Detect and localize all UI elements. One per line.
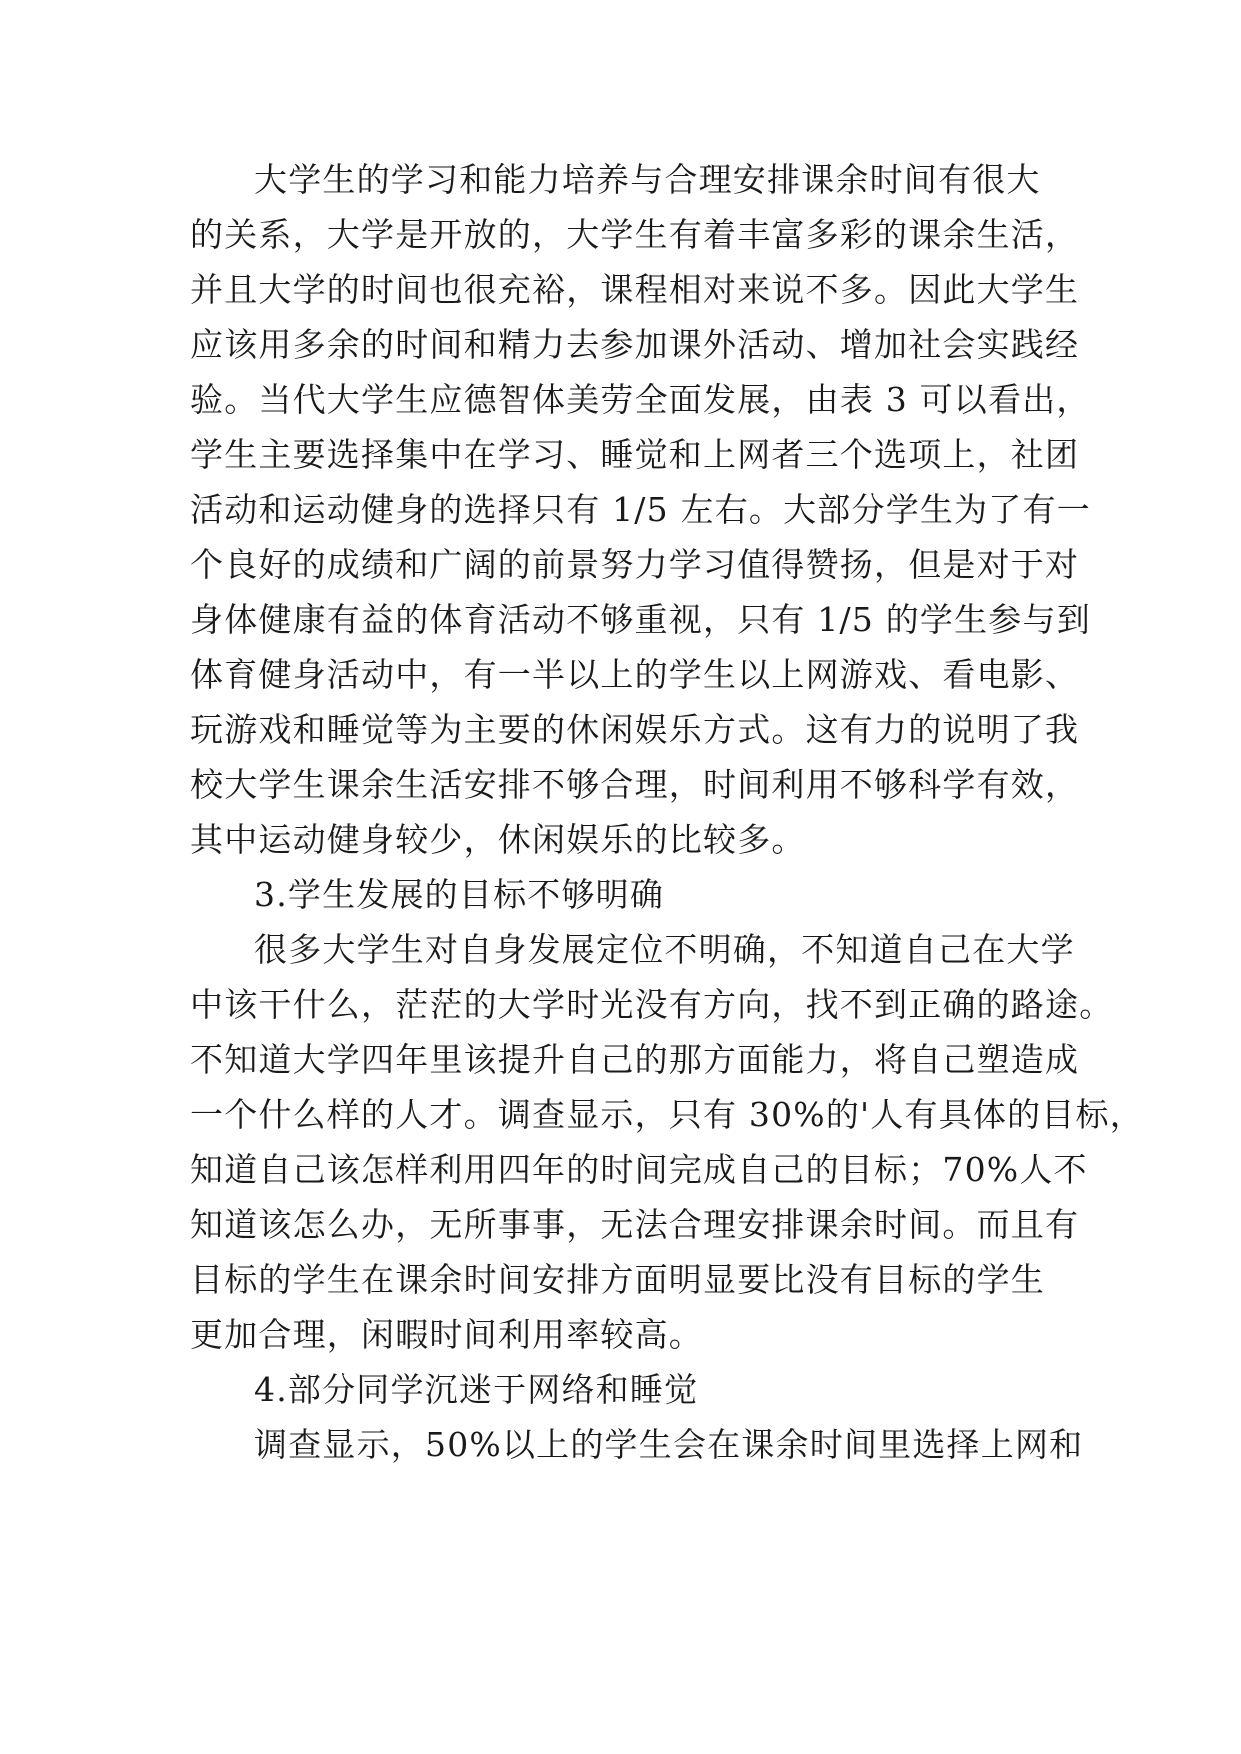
paragraph-line: 体育健身活动中，有一半以上的学生以上网游戏、看电影、 [190,655,1080,694]
paragraph-line: 玩游戏和睡觉等为主要的休闲娱乐方式。这有力的说明了我 [190,710,1080,749]
paragraph-line: 个良好的成绩和广阔的前景努力学习值得赞扬，但是对于对 [190,545,1080,584]
paragraph-line: 活动和运动健身的选择只有 1/5 左右。大部分学生为了有一 [190,490,1091,529]
paragraph-line: 知道自己该怎样利用四年的时间完成自己的目标；70%人不 [190,1150,1088,1189]
paragraph-line: 并且大学的时间也很充裕，课程相对来说不多。因此大学生 [190,270,1080,309]
paragraph-line: 一个什么样的人才。调查显示，只有 30%的'人有具体的目标， [190,1095,1144,1134]
paragraph-line: 学生主要选择集中在学习、睡觉和上网者三个选项上，社团 [190,435,1080,474]
paragraph-line: 身体健康有益的体育活动不够重视，只有 1/5 的学生参与到 [190,600,1091,639]
paragraph-line: 其中运动健身较少，休闲娱乐的比较多。 [190,820,806,859]
paragraph-line: 更加合理，闲暇时间利用率较高。 [190,1315,703,1354]
paragraph-line: 很多大学生对自身发展定位不明确，不知道自己在大学 [254,930,1075,969]
paragraph-line: 校大学生课余生活安排不够合理，时间利用不够科学有效， [190,765,1080,804]
paragraph-line: 知道该怎么办，无所事事，无法合理安排课余时间。而且有 [190,1205,1080,1244]
paragraph-line: 不知道大学四年里该提升自己的那方面能力，将自己塑造成 [190,1040,1080,1079]
paragraph-line: 大学生的学习和能力培养与合理安排课余时间有很大 [254,160,1041,199]
paragraph-line: 调查显示，50%以上的学生会在课余时间里选择上网和 [254,1425,1084,1464]
section-heading: 4.部分同学沉迷于网络和睡觉 [254,1370,699,1409]
paragraph-line: 中该干什么，茫茫的大学时光没有方向，找不到正确的路途。 [190,985,1114,1024]
paragraph-line: 验。当代大学生应德智体美劳全面发展，由表 3 可以看出， [190,380,1091,419]
section-heading: 3.学生发展的目标不够明确 [254,875,665,914]
paragraph-line: 的关系，大学是开放的，大学生有着丰富多彩的课余生活， [190,215,1080,254]
paragraph-line: 目标的学生在课余时间安排方面明显要比没有目标的学生 [190,1260,1045,1299]
paragraph-line: 应该用多余的时间和精力去参加课外活动、增加社会实践经 [190,325,1080,364]
